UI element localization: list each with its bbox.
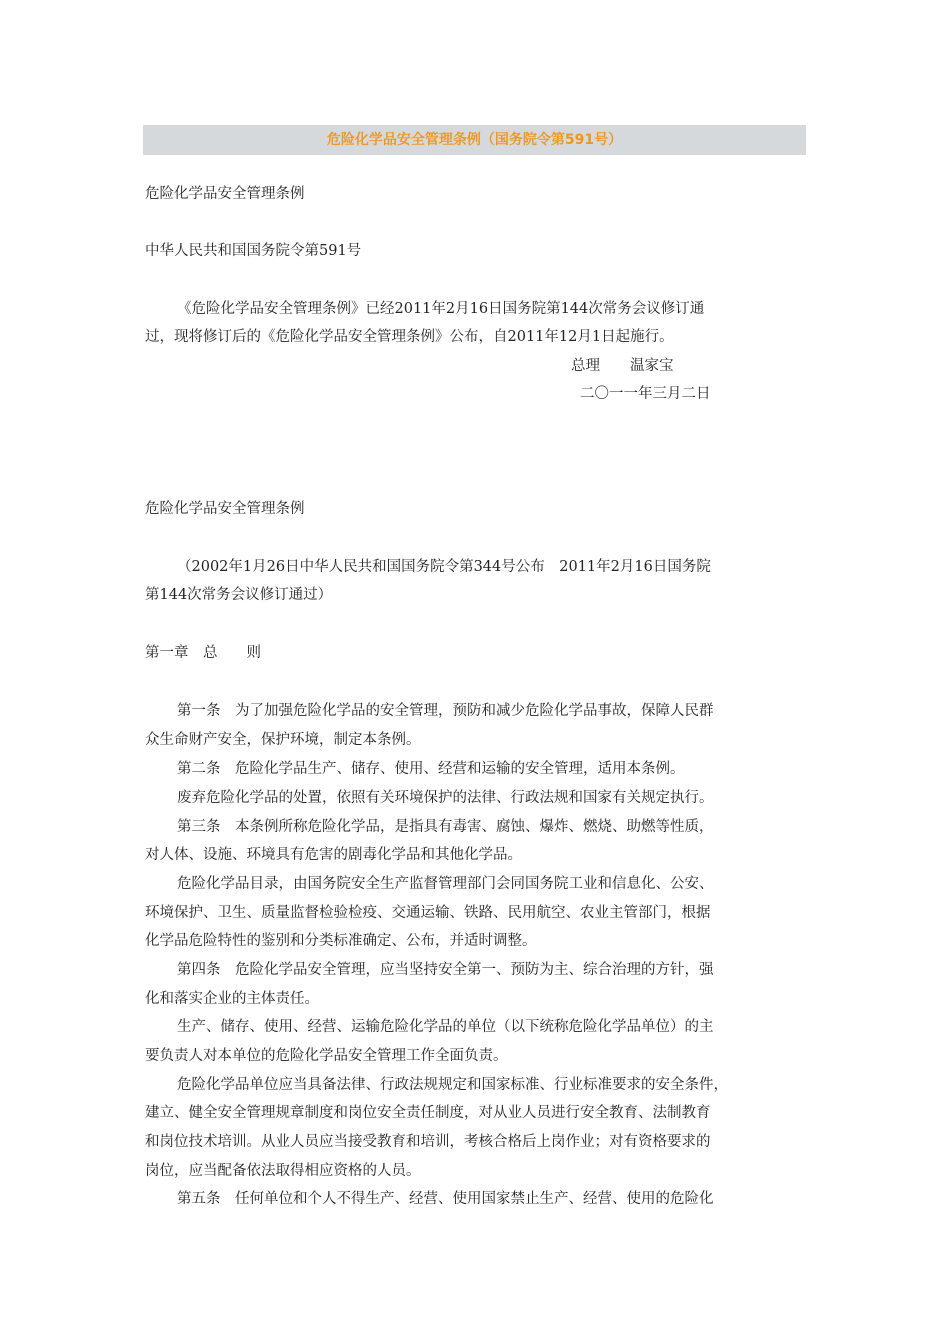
- heading-regulation-name-2: 危险化学品安全管理条例: [145, 501, 305, 517]
- body-line: 化学品危险特性的鉴别和分类标准确定、公布，并适时调整。: [145, 933, 537, 949]
- revision-note-line: （2002年1月26日中华人民共和国国务院令第344号公布 2011年2月16日国务院: [177, 559, 711, 575]
- intro-line: 过，现将修订后的《危险化学品安全管理条例》公布，自2011年12月1日起施行。: [145, 329, 674, 345]
- body-line: 第五条 任何单位和个人不得生产、经营、使用国家禁止生产、经营、使用的危险化: [177, 1191, 714, 1207]
- body-line: 危险化学品单位应当具备法律、行政法规规定和国家标准、行业标准要求的安全条件，: [177, 1077, 728, 1093]
- signature-date: 二〇一一年三月二日: [580, 386, 711, 402]
- revision-note-line: 第144次常务会议修订通过）: [145, 587, 333, 603]
- intro-line: 《危险化学品安全管理条例》已经2011年2月16日国务院第144次常务会议修订通: [177, 301, 705, 317]
- body-line: 废弃危险化学品的处置，依照有关环境保护的法律、行政法规和国家有关规定执行。: [177, 790, 714, 806]
- signature-title: 总理: [571, 358, 600, 374]
- body-line: 众生命财产安全，保护环境，制定本条例。: [145, 732, 421, 748]
- body-line: 生产、储存、使用、经营、运输危险化学品的单位（以下统称危险化学品单位）的主: [177, 1019, 714, 1035]
- body-line: 岗位，应当配备依法取得相应资格的人员。: [145, 1163, 421, 1179]
- body-line: 第三条 本条例所称危险化学品，是指具有毒害、腐蚀、爆炸、燃烧、助燃等性质，: [177, 819, 714, 835]
- chapter-heading: 第一章 总 则: [145, 645, 261, 661]
- body-line: 对人体、设施、环境具有危害的剧毒化学品和其他化学品。: [145, 847, 522, 863]
- body-line: 环境保护、卫生、质量监督检验检疫、交通运输、铁路、民用航空、农业主管部门，根据: [145, 905, 711, 921]
- body-line: 建立、健全安全管理规章制度和岗位安全责任制度，对从业人员进行安全教育、法制教育: [145, 1105, 711, 1121]
- body-line: 危险化学品目录，由国务院安全生产监督管理部门会同国务院工业和信息化、公安、: [177, 876, 714, 892]
- body-line: 和岗位技术培训。从业人员应当接受教育和培训，考核合格后上岗作业；对有资格要求的: [145, 1134, 711, 1150]
- body-line: 第四条 危险化学品安全管理，应当坚持安全第一、预防为主、综合治理的方针，强: [177, 962, 714, 978]
- body-line: 化和落实企业的主体责任。: [145, 991, 319, 1007]
- heading-regulation-name: 危险化学品安全管理条例: [145, 186, 305, 202]
- body-line: 要负责人对本单位的危险化学品安全管理工作全面负责。: [145, 1048, 508, 1064]
- signature-name: 温家宝: [630, 358, 674, 374]
- document-title-banner: 危险化学品安全管理条例（国务院令第591号）: [143, 125, 806, 155]
- order-number: 中华人民共和国国务院令第591号: [145, 243, 362, 259]
- body-line: 第一条 为了加强危险化学品的安全管理，预防和减少危险化学品事故，保障人民群: [177, 703, 714, 719]
- body-line: 第二条 危险化学品生产、储存、使用、经营和运输的安全管理，适用本条例。: [177, 761, 685, 777]
